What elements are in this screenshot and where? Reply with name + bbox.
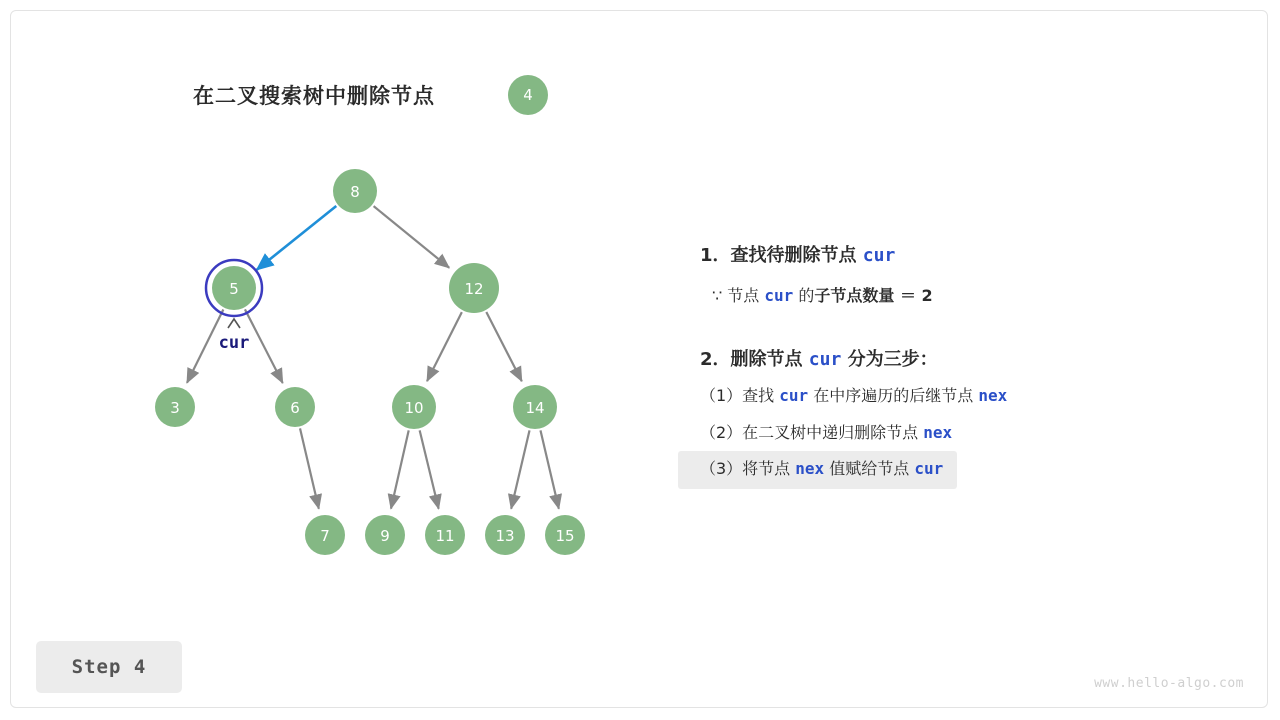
tree-node [206, 260, 262, 316]
explain-step2-heading-text: 2．删除节点 [700, 349, 809, 370]
tree-node [275, 387, 315, 427]
explain-substep-3-highlighted [678, 451, 957, 489]
tree-node [305, 515, 345, 555]
explain-step1-detail-value: ＝ 2 [894, 286, 933, 305]
tree-node-label: 3 [170, 399, 180, 417]
explain-step1-detail-prefix: ∵ 节点 [712, 286, 765, 305]
explain-step1-heading-code: cur [862, 245, 896, 266]
explain-substep-1-mid: 在中序遍历的后继节点 [808, 386, 979, 405]
explain-substep-1-prefix: （1）查找 [700, 386, 780, 405]
explain-step1-detail-bold: 子节点数量 [814, 286, 895, 305]
explain-substep-1 [700, 386, 1007, 406]
tree-edge [511, 430, 529, 508]
tree-node [425, 515, 465, 555]
cur-pointer [219, 319, 250, 353]
tree-edge [486, 312, 521, 381]
tree-edge [420, 430, 439, 508]
tree-node-label: 13 [495, 527, 515, 545]
tree-node [365, 515, 405, 555]
tree-edges [187, 206, 559, 509]
tree-edge [540, 430, 558, 508]
tree-node-label: 5 [229, 280, 239, 298]
step-indicator: Step 4 [36, 641, 182, 693]
tree-node [333, 169, 377, 213]
explain-step1-detail-mid: 的 [793, 286, 815, 305]
page-title: 在二叉搜索树中删除节点 [193, 84, 435, 108]
tree-edge [391, 430, 409, 508]
tree-node [449, 263, 499, 313]
tree-node-label: 11 [435, 527, 455, 545]
explain-substep-3-mid: 值赋给节点 [824, 459, 915, 478]
explain-substep-2-code-nex: nex [923, 423, 953, 442]
tree-node [545, 515, 585, 555]
tree-node [392, 385, 436, 429]
tree-edge [257, 206, 337, 270]
cur-pointer-label: cur [218, 333, 250, 353]
tree-edge [374, 206, 450, 268]
explain-substep-2-prefix: （2）在二叉树中递归删除节点 [700, 423, 924, 442]
explain-substep-3-prefix: （3）将节点 [700, 459, 796, 478]
tree-node [155, 387, 195, 427]
explain-step1-detail [712, 286, 933, 306]
explain-substep-2 [700, 423, 952, 443]
tree-node [513, 385, 557, 429]
tree-node-label: 9 [380, 527, 390, 545]
explain-step2-heading-suffix: 分为三步： [841, 349, 938, 370]
tree-edge [300, 428, 319, 508]
tree-node-label: 8 [350, 183, 360, 201]
tree-node-label: 14 [525, 399, 545, 417]
tree-node-label: 15 [555, 527, 575, 545]
explain-step1-heading-text: 1．查找待删除节点 [700, 245, 863, 266]
cur-pointer-caret-icon [228, 319, 240, 328]
tree-edge [245, 309, 283, 383]
tree-edge [427, 312, 462, 381]
explain-step2-heading [700, 350, 938, 370]
title-step-badge: 4 [508, 75, 548, 115]
tree-node-label: 7 [320, 527, 330, 545]
tree-node [485, 515, 525, 555]
explain-step1-heading [700, 246, 895, 266]
tree-nodes [155, 169, 585, 555]
explain-substep-1-code-nex: nex [978, 386, 1008, 405]
explain-step2-heading-code: cur [808, 349, 842, 370]
tree-node-label: 12 [464, 280, 484, 298]
tree-node-label: 6 [290, 399, 300, 417]
explain-step1-detail-code: cur [764, 286, 794, 305]
explain-substep-1-code-cur: cur [779, 386, 809, 405]
explain-substep-3-code-cur: cur [914, 459, 944, 478]
explain-substep-3-code-nex: nex [795, 459, 825, 478]
site-watermark: www.hello-algo.com [1094, 676, 1244, 691]
tree-node-label: 10 [404, 399, 424, 417]
